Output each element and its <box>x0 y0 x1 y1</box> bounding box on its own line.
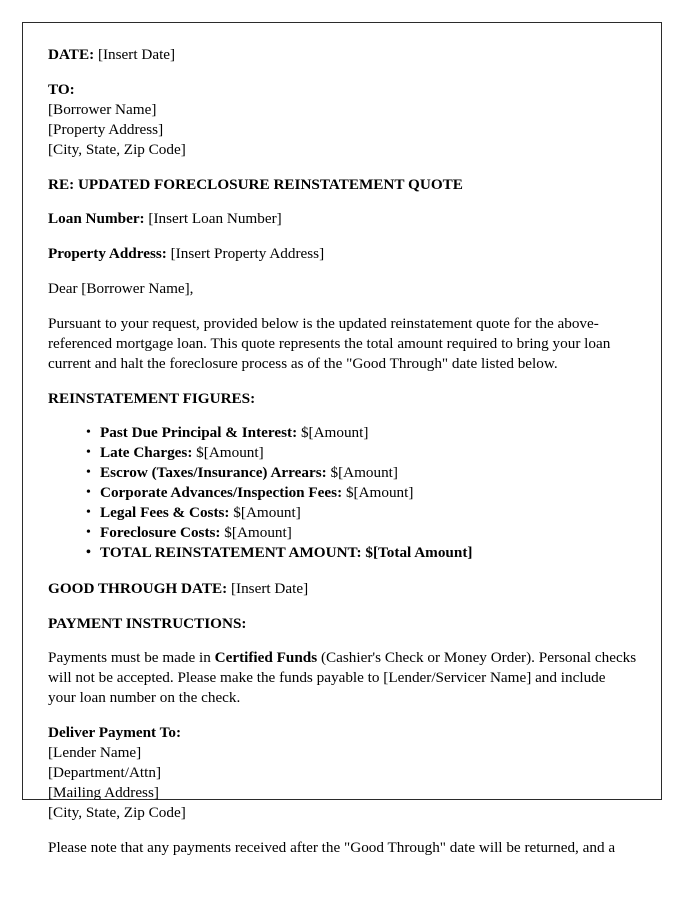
figure-value: $[Amount] <box>345 484 414 501</box>
property-address-label: Property Address: <box>48 245 167 262</box>
figure-label: Foreclosure Costs: <box>100 524 221 541</box>
deliver-line-2: [Department/Attn] <box>48 764 162 781</box>
deliver-payment-label: Deliver Payment To: <box>48 724 182 741</box>
figure-value: $[Amount] <box>300 424 369 441</box>
figure-item-total <box>86 543 637 563</box>
good-through-line <box>48 579 637 599</box>
date-label: DATE: <box>48 46 95 63</box>
figure-label: Legal Fees & Costs: <box>100 504 230 521</box>
document-page <box>22 22 662 856</box>
figure-label: Late Charges: <box>100 444 193 461</box>
to-line-2: [Property Address] <box>48 121 164 138</box>
figure-value: $[Amount] <box>196 444 264 461</box>
subject-line: RE: UPDATED FORECLOSURE REINSTATEMENT QUOTE <box>48 176 463 193</box>
to-label: TO: <box>48 81 75 98</box>
payment-instructions-paragraph <box>48 648 637 708</box>
figure-item <box>86 483 637 503</box>
loan-number-line <box>48 209 637 229</box>
figure-item <box>86 443 637 463</box>
figure-value: $[Amount] <box>224 524 292 541</box>
figure-label: Past Due Principal & Interest: <box>100 424 298 441</box>
loan-number-label: Loan Number: <box>48 210 145 227</box>
figure-item <box>86 523 637 543</box>
certified-funds-emphasis: Certified Funds <box>214 649 318 666</box>
good-through-label: GOOD THROUGH DATE: <box>48 580 228 597</box>
reinstatement-figures-list <box>48 423 637 563</box>
date-value: [Insert Date] <box>97 46 176 63</box>
figure-item <box>86 423 637 443</box>
figure-item <box>86 503 637 523</box>
figure-label: Corporate Advances/Inspection Fees: <box>100 484 343 501</box>
salutation: Dear [Borrower Name], <box>48 280 194 297</box>
figure-label: Escrow (Taxes/Insurance) Arrears: <box>100 464 327 481</box>
good-through-value: [Insert Date] <box>230 580 309 597</box>
property-address-line <box>48 244 637 264</box>
to-line-1: [Borrower Name] <box>48 101 157 118</box>
recipient-block <box>48 80 637 160</box>
property-address-value: [Insert Property Address] <box>170 245 325 262</box>
payment-text-part1: Payments must be made in <box>48 649 215 666</box>
document-body <box>23 23 661 858</box>
deliver-line-4: [City, State, Zip Code] <box>48 804 186 821</box>
loan-number-value: [Insert Loan Number] <box>148 210 282 227</box>
intro-paragraph: Pursuant to your request, provided below is the updated reinstatement quote for the above-referenced mortgage loan. This quote represents the total amount required to bring your loan current and halt the foreclosure process as of the "Good Through" date listed below. <box>48 315 611 372</box>
figures-heading: REINSTATEMENT FIGURES: <box>48 390 256 407</box>
figure-value: $[Amount] <box>330 464 398 481</box>
closing-paragraph-clipped: Please note that any payments received after the "Good Through" date will be returned, and a <box>48 839 616 856</box>
figure-label: TOTAL REINSTATEMENT AMOUNT: <box>100 544 362 561</box>
payment-text-part2: (Cashier's Check or Money Order). Personal checks will not be accepted. Please make the funds payable to [Lender/Servicer Name] and include your loan number on the check. <box>48 649 637 706</box>
figure-value: $[Amount] <box>233 504 301 521</box>
deliver-payment-block <box>48 723 637 823</box>
figure-value: $[Total Amount] <box>365 544 473 561</box>
deliver-line-1: [Lender Name] <box>48 744 142 761</box>
payment-instructions-heading: PAYMENT INSTRUCTIONS: <box>48 615 247 632</box>
deliver-line-3: [Mailing Address] <box>48 784 159 801</box>
figure-item <box>86 463 637 483</box>
to-line-3: [City, State, Zip Code] <box>48 141 186 158</box>
date-line <box>48 45 637 65</box>
